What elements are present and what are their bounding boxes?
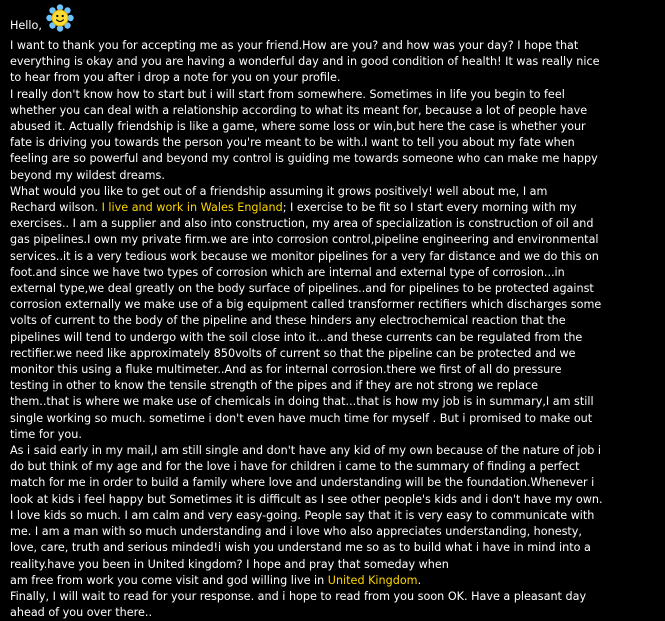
letter-line: corrosion externally we make use of a big equipment called transformer rectifiers which discharges some (10, 298, 602, 312)
highlighted-text: I live and work in Wales England (101, 201, 283, 215)
letter-line: do but think of my age and for the love i have for children i came to the summary of finding a perfect (10, 460, 580, 474)
letter-line: match for me in order to build a family where love and understanding will be the foundation.Whenever i (10, 476, 595, 490)
letter-line: feeling are so powerful and beyond my control is guiding me towards someone who can make me happy (10, 152, 598, 166)
letter-line: single working so much. sometime i don't even have much time for myself . But i promised to make out (10, 411, 593, 425)
letter-line: look at kids i feel happy but Sometimes it is difficult as I see other people's kids and i don't have my own. (10, 492, 603, 506)
letter-line: ahead of you over there.. (10, 606, 153, 620)
letter-line: What would you like to get out of a friendship assuming it grows positively! well about me, I am (10, 184, 548, 198)
letter-line: to hear from you after i drop a note for you on your profile. (10, 71, 341, 85)
letter-line: them..that is where we make use of chemicals in doing that...that is how my job is in summary,I am still (10, 395, 594, 409)
letter-line: me. I am a man with so much understanding and i love who also appreciates understanding, honesty, (10, 525, 582, 539)
letter-line: testing in other to know the tensile strength of the pipes and if they are not strong we replace (10, 379, 538, 393)
letter-line: abused it. Actually friendship is like a game, where some loss or win,but here the case is whether your (10, 120, 586, 134)
letter-line: fate is driving you towards the person you're meant to be with.I want to tell you about my fate when (10, 136, 575, 150)
greeting-row (10, 4, 661, 38)
letter-line: reality.have you been in United kingdom? I hope and pray that someday when (10, 557, 449, 571)
letter-line: love, care, truth and serious minded!i wish you understand me so as to build what i have in mind into a (10, 541, 591, 555)
letter-line: time for you. (10, 427, 82, 441)
letter-line: I love kids so much. I am calm and very easy-going. People say that it is very easy to communicate with (10, 508, 595, 522)
letter-line (10, 200, 661, 216)
letter-line: beyond my wildest dreams. (10, 168, 165, 182)
letter-line: gas pipelines.I own my private firm.we are into corrosion control,pipeline engineering and environmental (10, 233, 599, 247)
line-text: Rechard wilson. (10, 201, 102, 215)
letter-line (10, 573, 661, 589)
letter-line: foot.and since we have two types of corrosion which are internal and external type of corrosion...in (10, 265, 565, 279)
letter-line: external type,we deal greatly on the body surface of pipelines..and for pipelines to be protected against (10, 282, 594, 296)
letter-body (10, 38, 661, 621)
highlighted-text: United Kingdom (327, 573, 418, 587)
letter-line: whether you can deal with a relationship according to what its meant for, because a lot of people have (10, 103, 588, 117)
letter-line: I want to thank you for accepting me as your friend.How are you? and how was your day? I hope that (10, 39, 579, 52)
letter-line: Finally, I will wait to read for your response. and i hope to read from you soon OK. Have a pleasant day (10, 589, 587, 603)
letter-line: I really don't know how to start but i will start from somewhere. Sometimes in life you begin to feel (10, 87, 565, 101)
line-text: am free from work you come visit and god willing live in (10, 573, 328, 587)
letter-line: services..it is a very tedious work because we monitor pipelines for a very far distance and we do this on (10, 249, 599, 263)
letter-line: everything is okay and you are having a wonderful day and in good condition of health! It was really nice (10, 55, 600, 69)
line-text: . (417, 573, 422, 587)
smiley-flower-icon (46, 4, 74, 32)
letter-line: rectifier.we need like approximately 850volts of current so that the pipeline can be protected and we (10, 346, 576, 360)
letter-line: pipelines will tend to undergo with the soil close into it...and these currents can be regulated from the (10, 330, 583, 344)
line-text: ; I exercise to be fit so I start every morning with my (282, 201, 577, 215)
letter-line: monitor this using a fluke multimeter..And as for internal corrosion.there we first of all do pressure (10, 363, 562, 377)
letter-line: volts of current to the body of the pipeline and these hinders any electrochemical reaction that the (10, 314, 566, 328)
letter-line: As i said early in my mail,I am still single and don't have any kid of my own because of the nature of job i (10, 444, 602, 458)
greeting-text: Hello, (10, 19, 42, 32)
letter-line: exercises.. I am a supplier and also into construction, my area of specialization is construction of oil and (10, 217, 594, 231)
